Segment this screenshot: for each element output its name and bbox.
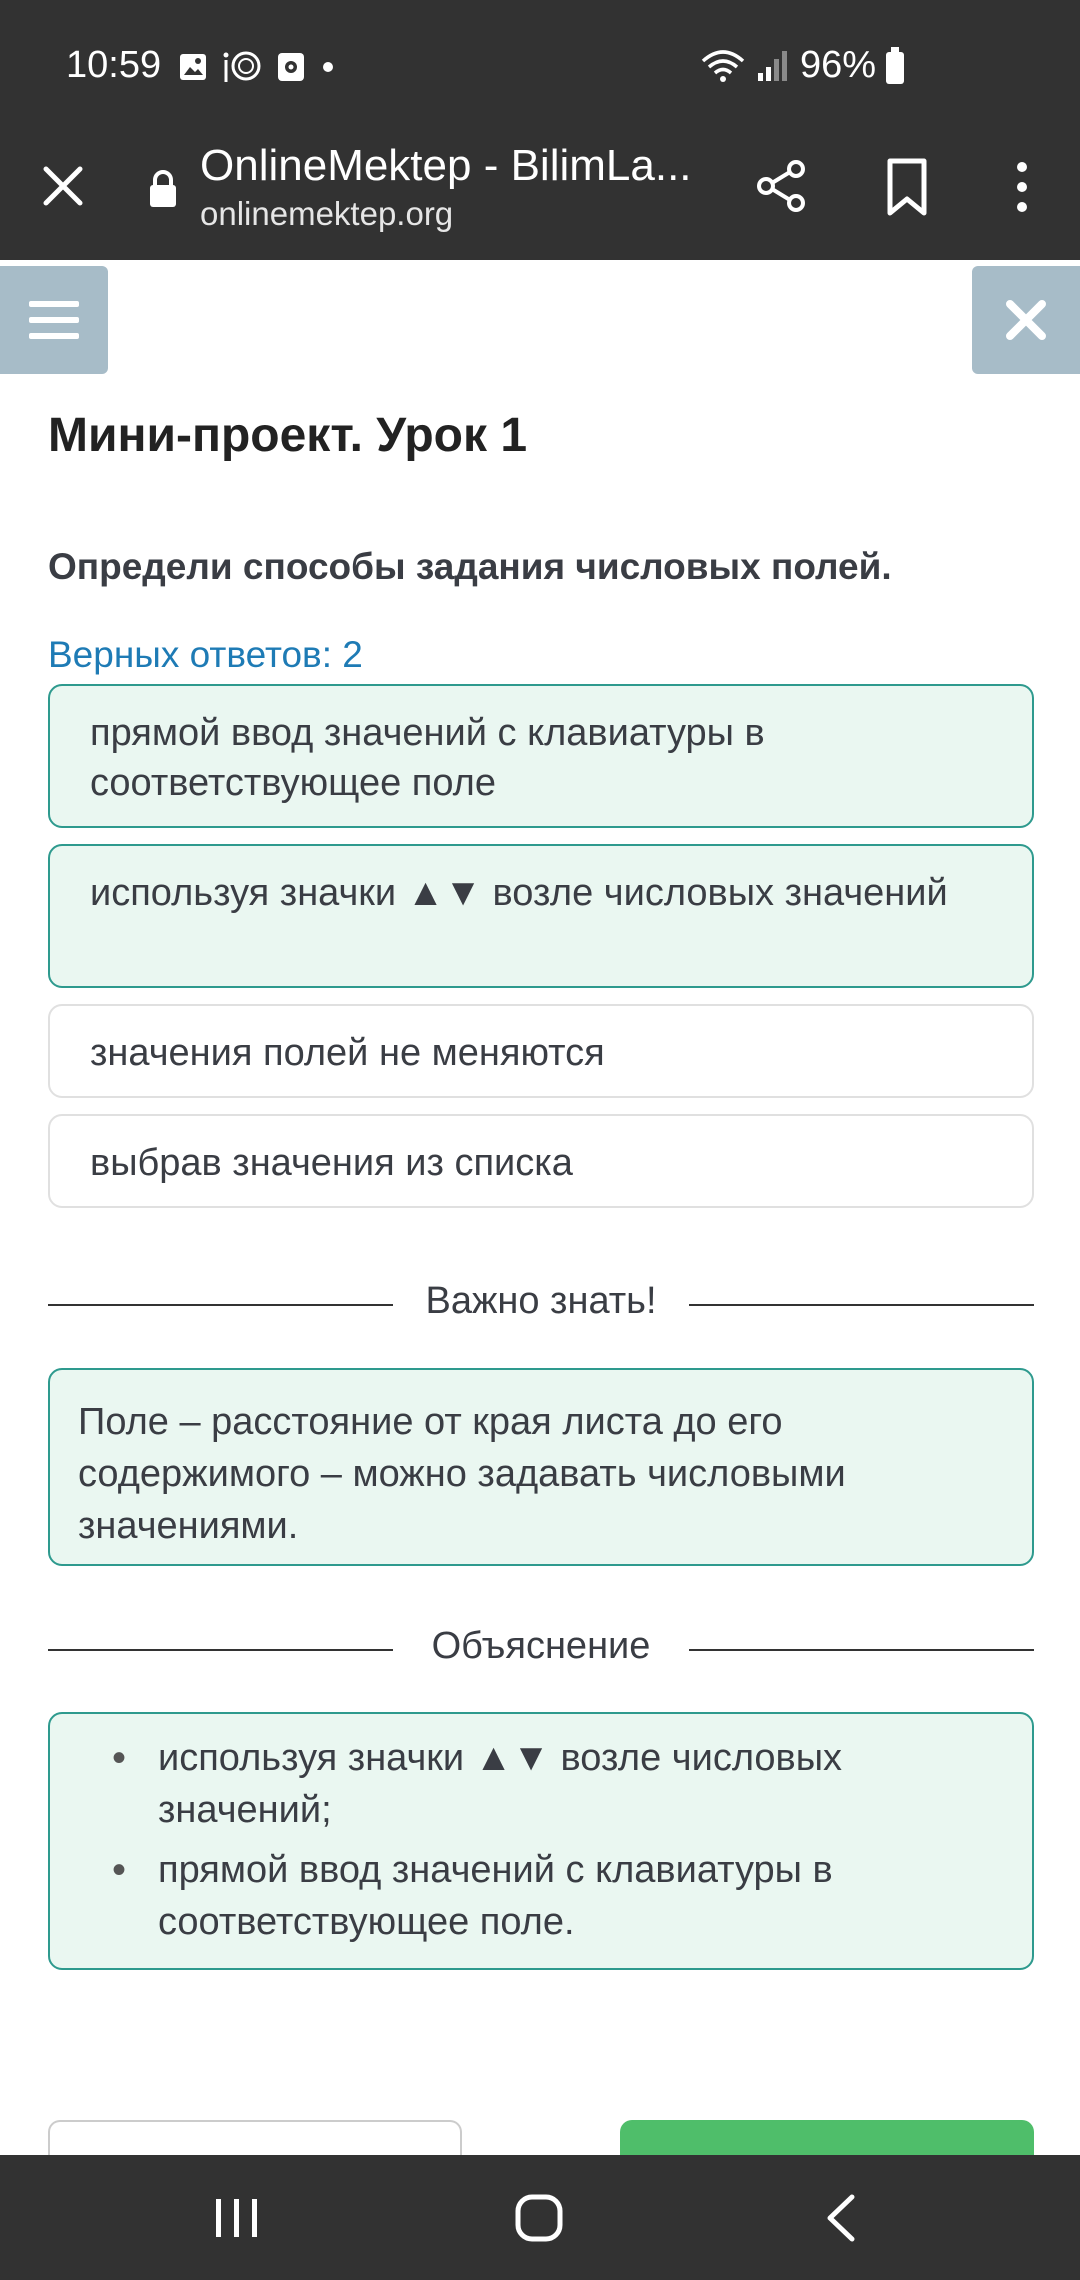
explanation-list bbox=[158, 1732, 1004, 1948]
close-icon[interactable] bbox=[38, 161, 88, 211]
wifi-icon bbox=[700, 49, 746, 83]
share-icon[interactable] bbox=[752, 157, 810, 215]
answer-option-text: значения полей не меняются bbox=[90, 1032, 605, 1074]
answer-option[interactable] bbox=[48, 1004, 1034, 1098]
status-right bbox=[700, 44, 904, 87]
status-notification-icons bbox=[178, 50, 336, 84]
browser-url[interactable]: onlinemektep.org bbox=[200, 195, 454, 232]
signal-icon bbox=[756, 49, 790, 83]
explanation-box bbox=[48, 1712, 1034, 1970]
correct-answers-count: Верных ответов: 2 bbox=[48, 634, 363, 675]
answer-option-text: прямой ввод значений с клавиатуры в соответствующее поле bbox=[90, 712, 765, 804]
image-icon bbox=[178, 52, 208, 82]
important-note bbox=[48, 1368, 1034, 1566]
touch-icon bbox=[222, 50, 262, 84]
system-navigation-bar bbox=[0, 2155, 1080, 2280]
explanation-item: • прямой ввод значений с клавиатуры в соответствующее поле. bbox=[158, 1844, 1004, 1948]
answer-option[interactable] bbox=[48, 844, 1034, 988]
important-text: Поле – расстояние от края листа до его содержимого – можно задавать числовыми значениями. bbox=[78, 1401, 846, 1547]
menu-button[interactable] bbox=[0, 266, 108, 374]
hamburger-icon bbox=[27, 298, 81, 342]
status-bar bbox=[0, 0, 1080, 135]
answer-option-text: используя значки ▲▼ возле числовых значений bbox=[90, 872, 948, 914]
explanation-item: • используя значки ▲▼ возле числовых значений; bbox=[158, 1732, 1004, 1836]
question-text: Определи способы задания числовых полей. bbox=[48, 546, 892, 587]
bookmark-icon[interactable] bbox=[882, 157, 932, 217]
status-time: 10:59 bbox=[66, 44, 162, 86]
explanation-divider bbox=[48, 1625, 1034, 1675]
screen-record-icon bbox=[276, 51, 306, 83]
explanation-label: Объяснение bbox=[431, 1625, 651, 1667]
battery-percent: 96% bbox=[799, 44, 876, 86]
page-title: Мини-проект. Урок 1 bbox=[48, 409, 528, 462]
more-icon[interactable] bbox=[1002, 159, 1042, 215]
answer-option[interactable] bbox=[48, 684, 1034, 828]
divider-line bbox=[689, 1304, 1034, 1306]
browser-toolbar bbox=[0, 135, 1080, 260]
important-divider bbox=[48, 1280, 1034, 1330]
home-icon[interactable] bbox=[514, 2193, 564, 2243]
divider-line bbox=[689, 1649, 1034, 1651]
answer-option-text: выбрав значения из списка bbox=[90, 1142, 573, 1184]
answer-option[interactable] bbox=[48, 1114, 1034, 1208]
close-lesson-button[interactable] bbox=[972, 266, 1080, 374]
lock-icon bbox=[148, 169, 178, 209]
recents-icon[interactable] bbox=[212, 2197, 262, 2239]
back-icon[interactable] bbox=[822, 2193, 858, 2243]
close-icon bbox=[1004, 298, 1048, 342]
battery-icon bbox=[886, 52, 904, 84]
dot-icon bbox=[320, 59, 336, 75]
browser-page-title[interactable]: OnlineMektep - BilimLa... bbox=[200, 141, 692, 190]
important-label: Важно знать! bbox=[425, 1280, 657, 1322]
